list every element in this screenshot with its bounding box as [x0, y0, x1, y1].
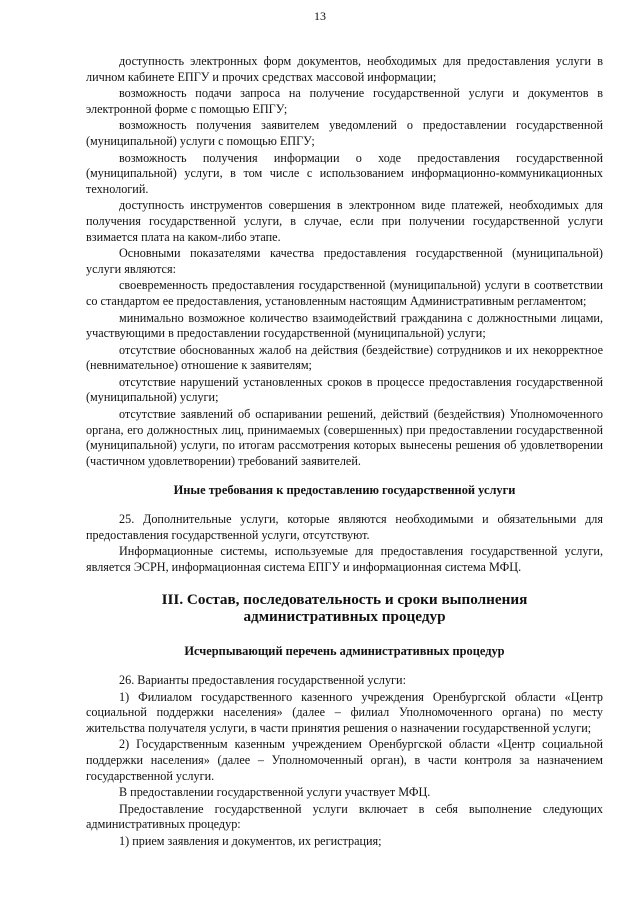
paragraph: 1) прием заявления и документов, их регистрация; — [119, 833, 382, 848]
page-number: 13 — [314, 9, 326, 23]
section-heading-line: III. Состав, последовательность и сроки выполнения — [161, 591, 528, 609]
subsection-heading-procedures-list: Исчерпывающий перечень административных процедур — [184, 644, 505, 659]
paragraph: 25. Дополнительные услуги, которые являются необходимыми и обязательными для предоставления государственной услуги, отсутствуют. — [86, 512, 603, 542]
paragraph: отсутствие обоснованных жалоб на действия (бездействие) сотрудников и их некорректное (невнимательное) отношение к заявителям; — [86, 342, 603, 373]
paragraph: Основными показателями качества предоставления государственной (муниципальной) услуги являются: — [86, 246, 603, 276]
paragraph: минимально возможное количество взаимодействий гражданина с должностными лицами, участвующими в предоставлении государственной (муниципальной) услуги; — [86, 310, 603, 341]
document-body — [86, 54, 603, 851]
section-heading — [86, 591, 603, 625]
paragraph: отсутствие нарушений установленных сроков в процессе предоставления государственной (муниципальной) услуги; — [86, 374, 603, 405]
paragraph: Информационные системы, используемые для предоставления государственной услуги, является ЭСРН, информационная система ЕПГУ и информационная система МФЦ. — [86, 544, 603, 574]
paragraph: возможность получения информации о ходе предоставления государственной (муниципальной) услуги, в том числе с использованием информационно-коммуникационных технологий. — [86, 150, 603, 196]
subsection-heading-other-requirements: Иные требования к предоставлению государственной услуги — [173, 483, 516, 498]
paragraph: доступность инструментов совершения в электронном виде платежей, необходимых для получения государственной услуги, в случае, если при получении государственной услуги взимается плата на каком-либо этапе. — [86, 198, 603, 244]
paragraph: 2) Государственным казенным учреждением Оренбургской области «Центр социальной поддержки населения» (далее – Уполномоченный орган), в части контроля за назначением государственной услуги. — [86, 737, 603, 783]
paragraph: доступность электронных форм документов, необходимых для предоставления услуги в личном кабинете ЕПГУ и прочих средствах массовой информации; — [86, 54, 603, 84]
paragraph: 1) Филиалом государственного казенного учреждения Оренбургской области «Центр социальной поддержки населения» (далее – филиал Уполномоченного органа) по месту жительства получателя услуги, в части принятия решения о назначении государственной услуги; — [86, 689, 603, 735]
paragraph: отсутствие заявлений об оспаривании решений, действий (бездействия) Уполномоченного органа, его должностных лиц, принимаемых (совершенных) при предоставлении государственной (муниципальной) услуги, по итогам рассмотрения которых вынесены решения об удовлетворении (частичном удовлетворении) требований заявителей. — [86, 407, 603, 468]
paragraph: Предоставление государственной услуги включает в себя выполнение следующих административных процедур: — [86, 801, 603, 832]
paragraph: своевременность предоставления государственной (муниципальной) услуги в соответствии со стандартом ее предоставления, установленным настоящим Административным регламентом; — [86, 278, 603, 308]
section-heading-line: административных процедур — [243, 608, 446, 626]
paragraph: возможность подачи запроса на получение государственной услуги и документов в электронной форме с помощью ЕПГУ; — [86, 86, 603, 116]
paragraph: В предоставлении государственной услуги участвует МФЦ. — [119, 785, 431, 800]
paragraph: возможность получения заявителем уведомлений о предоставлении государственной (муниципальной) услуги с помощью ЕПГУ; — [86, 118, 603, 148]
paragraph: 26. Варианты предоставления государственной услуги: — [119, 673, 406, 687]
